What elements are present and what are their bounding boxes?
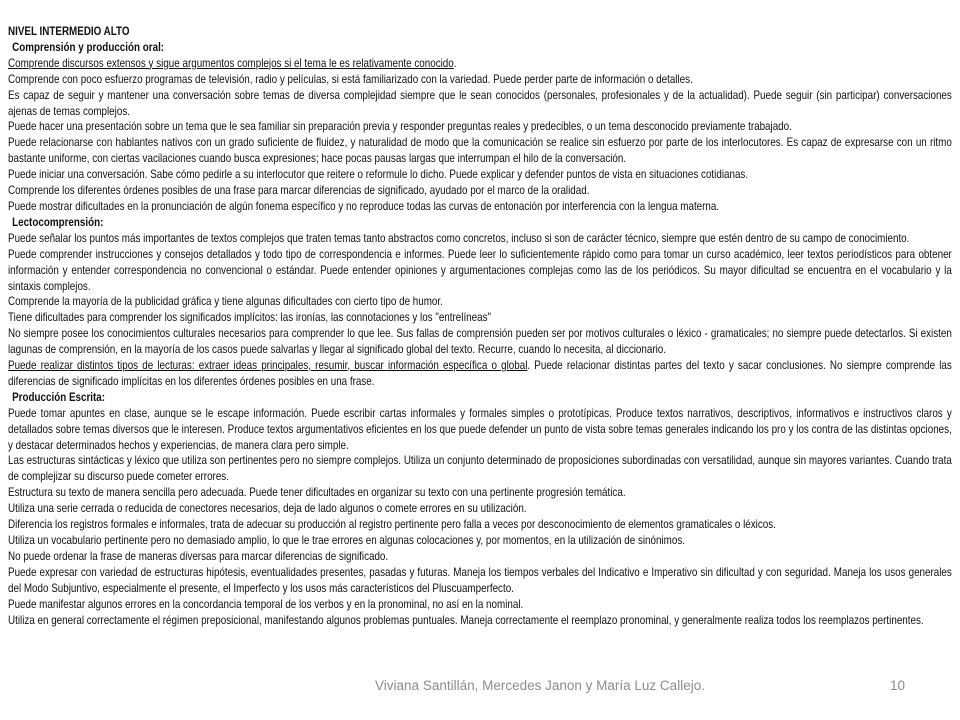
section-heading-reading: Lectocomprensión: (12, 214, 104, 229)
paragraph: Puede comprender instrucciones y consejos detallados y todo tipo de correspondencia e informes. Puede leer lo suficientemente rápido como para tomar un curso académico, leer textos periodísticos para obtener información y entender correspondencia no convencional o estándar. Puede entender opiniones y argumentaciones complejas como las de los periódicos. Su mayor dificultad se encuentra en el vocabulario y la sintaxis complejos. (8, 246, 952, 293)
paragraph: Puede hacer una presentación sobre un tema que le sea familiar sin preparación previa y responder preguntas reales y predecibles, o un tema desconocido previamente trabajado. (8, 119, 792, 134)
paragraph: No siempre posee los conocimientos culturales necesarios para comprender lo que lee. Sus fallas de comprensión pueden ser por motivos culturales o léxico - gramaticales; no siempre puede detectarlos. Si existen lagunas de comprensión, en la mayoría de los casos puede salvarlas y llegar al significado global del texto. Recurre, cuando lo necesita, al diccionario. (8, 326, 952, 357)
paragraph: Puede expresar con variedad de estructuras hipótesis, eventualidades presentes, pasadas y futuras. Maneja los tiempos verbales del Indicativo e Imperativo sin dificultad y con seguridad. Maneja los usos generales del Modo Subjuntivo, especialmente el presente, el Imperfecto y los usos más característicos del Pluscuamperfecto. (8, 564, 952, 595)
paragraph: Utiliza una serie cerrada o reducida de conectores necesarios, deja de lado algunos o comete errores en su utilización. (8, 501, 527, 516)
paragraph: Comprende los diferentes órdenes posibles de una frase para marcar diferencias de significado, ayudado por el marco de la oralidad. (8, 183, 590, 198)
section-heading-oral: Comprensión y producción oral: (12, 39, 165, 54)
level-title: NIVEL INTERMEDIO ALTO (8, 24, 130, 38)
paragraph: Estructura su texto de manera sencilla pero adecuada. Puede tener dificultades en organizar su texto con una pertinente progresión temática. (8, 485, 626, 500)
paragraph (8, 358, 952, 390)
section-writing (8, 390, 952, 629)
paragraph: Puede manifestar algunos errores en la concordancia temporal de los verbos y en la pronominal, no así en la nominal. (8, 596, 524, 611)
paragraph: Puede señalar los puntos más importantes de textos complejos que traten temas tanto abstractos como concretos, incluso si son de carácter técnico, siempre que estén dentro de su campo de conocimiento. (8, 230, 910, 245)
paragraph: Las estructuras sintácticas y léxico que utiliza son pertinentes pero no siempre complejos. Utiliza un conjunto determinado de proposiciones subordinadas con versatilidad, aunque sin mayores variantes. Cuando trata de complejizar su discurso puede cometer errores. (8, 453, 952, 484)
paragraph: Es capaz de seguir y mantener una conversación sobre temas de diversa complejidad siempre que le sean conocidos (personales, profesionales y de la actualidad). Puede seguir (sin participar) conversaciones ajenas de temas complejos. (8, 87, 952, 118)
page-number: 10 (889, 678, 905, 693)
document-body (8, 24, 952, 628)
paragraph-text: . Puede relacionar distintas partes del texto y sacar conclusiones. No siempre comprende las diferencias de significado implícitas en los diferentes órdenes posibles en una frase. (8, 358, 952, 388)
paragraph-text: . (453, 55, 457, 70)
paragraph (8, 56, 952, 72)
footer-authors: Viviana Santillán, Mercedes Janon y María Luz Callejo. (375, 678, 705, 693)
paragraph: Puede iniciar una conversación. Sabe cómo pedirle a su interlocutor que reitere o reformule lo dicho. Puede explicar y defender puntos de vista en situaciones cotidianas. (8, 167, 749, 182)
section-heading-writing: Producción Escrita: (12, 389, 106, 404)
paragraph: Comprende la mayoría de la publicidad gráfica y tiene algunas dificultades con cierto tipo de humor. (8, 294, 443, 309)
paragraph: Puede mostrar dificultades en la pronunciación de algún fonema específico y no reproduce todas las curvas de entonación por interferencia con la lengua materna. (8, 198, 720, 213)
underlined-text: Puede realizar distintos tipos de lecturas: extraer ideas principales, resumir, buscar información específica o global (8, 358, 528, 373)
paragraph: No puede ordenar la frase de maneras diversas para marcar diferencias de significado. (8, 548, 389, 563)
section-oral (8, 40, 952, 215)
section-reading (8, 215, 952, 390)
paragraph: Puede tomar apuntes en clase, aunque se le escape información. Puede escribir cartas informales y formales simples o prototípicas. Produce textos narrativos, descriptivos, informativos e instructivos claros y detallados sobre temas diversos que le interesen. Produce textos argumentativos eficientes en los que puede defender un punto de vista sobre temas generales indicando los pro y los contra de las distintas opciones, y destacar determinados hechos y experiencias, de manera clara pero simple. (8, 405, 952, 452)
paragraph: Puede relacionarse con hablantes nativos con un grado suficiente de fluidez, y naturalidad de modo que la comunicación se realice sin esfuerzo por parte de los interlocutores. Es capaz de expresarse con un ritmo bastante uniforme, con ciertas vacilaciones cuando busca expresiones; hace pocas pausas largas que interrumpan el hilo de la conversación. (8, 135, 952, 166)
paragraph: Utiliza en general correctamente el régimen preposicional, manifestando algunos problemas puntuales. Maneja correctamente el reemplazo pronominal, y generalmente realiza todos los reemplazos pertinentes. (8, 612, 924, 627)
paragraph: Comprende con poco esfuerzo programas de televisión, radio y películas, si está familiarizado con la variedad. Puede perder parte de información o detalles. (8, 71, 693, 86)
paragraph: Diferencia los registros formales e informales, trata de adecuar su producción al registro pertinente pero falla a veces por desconocimiento de elementos gramaticales o léxicos. (8, 517, 776, 532)
underlined-text: Comprende discursos extensos y sigue argumentos complejos si el tema le es relativamente conocido (8, 55, 454, 70)
paragraph: Utiliza un vocabulario pertinente pero no demasiado amplio, lo que le trae errores en algunas colocaciones y, por momentos, en la utilización de sinónimos. (8, 533, 685, 547)
paragraph: Tiene dificultades para comprender los significados implícitos: las ironías, las connotaciones y los "entrelíneas" (8, 310, 492, 325)
